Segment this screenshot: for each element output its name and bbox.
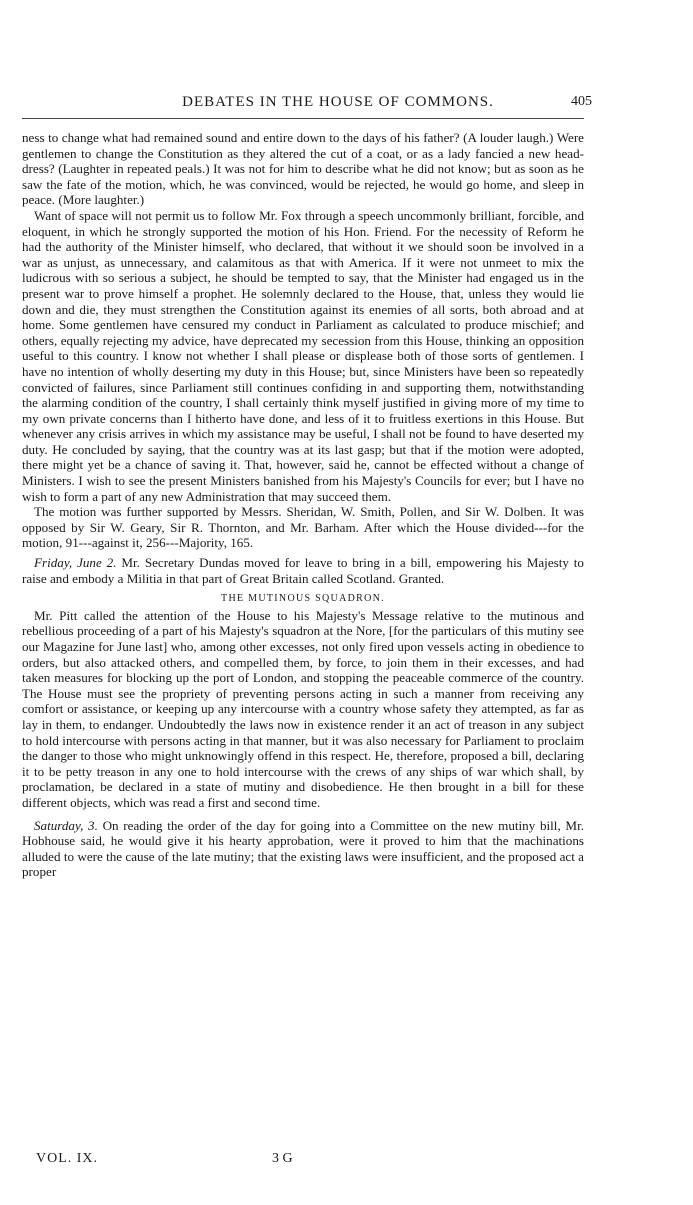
- running-head: DEBATES IN THE HOUSE OF COMMONS.: [182, 94, 494, 110]
- paragraph-fox-continuation: ness to change what had remained sound and entire down to the days of his father? (A louder laugh.) Were gentlemen to change the Constitution as they altered the cut of a coat, or as a lady fancied a new head-dress? (Laughter in repeated peals.) It was not for him to describe what he did not know; but as soon as he saw the fate of the motion, which, he was convinced, would be rejected, he would go home, and sleep in peace. (More laughter.): [22, 130, 584, 208]
- paragraph-mutiny-message: Mr. Pitt called the attention of the House to his Majesty's Message relative to the mutinous and rebellious proceeding of a part of his Majesty's squadron at the Nore, [for the particulars of this mutiny see our Magazine for June last] who, among other excesses, not only fired upon vessels acting in obedience to orders, but also attacked others, and compelled them, by force, to join them in their excesses, and had taken measures for blocking up the port of London, and stopping the peaceable commerce of the country. The House must see the propriety of preventing persons acting in such a manner from receiving any comfort or assistance, or keeping up any intercourse with a country whose safety they attempted, as far as lay in them, to endanger. Undoubtedly the laws now in existence render it an act of treason in any subject to hold intercourse with persons acting in that manner, but it was also necessary for Parliament to proclaim the danger to those who might unknowingly offend in this respect. He, therefore, proposed a bill, declaring it to be petty treason in any one to hold intercourse with the crews of any ships of war which shall, by proclamation, be declared in a state of mutiny and disobedience. He then brought in a bill for these different objects, which was read a first and second time.: [22, 607, 584, 810]
- paragraph-fox-speech: Want of space will not permit us to follow Mr. Fox through a speech uncommonly brilliant, forcible, and eloquent, in which he strongly supported the motion of his Hon. Friend. For the necessity of Reform he had the authority of the Minister himself, who declared, that without it we should soon be involved in a war as unjust, as unnecessary, and calamitous as that with America. If it were not unmeet to mix the ludicrous with so serious a subject, he should be tempted to say, that the Minister had engaged us in the present war to prove himself a prophet. He solemnly declared to the House, that, unless they would lie down and die, they must strengthen the Constitution against its enemies of all sorts, both abroad and at home. Some gentlemen have censured my conduct in Parliament as calculated to produce mischief; and others, equally rejecting my advice, have deprecated my secession from this House, thinking an opposition useful to this country. I know not whether I shall please or displease both of those sorts of gentlemen. I have no intention of wholly deserting my duty in this House; but, since Ministers have been so repeatedly convicted of failures, since Parliament still continues confiding in and supporting them, notwithstanding the alarming condition of the country, I shall certainly think myself justified in giving more of my time to my own private concerns than I hitherto have done, and less of it to fruitless exertions in this House. But whenever any crisis arrives in which my assistance may be useful, I shall not be found to have deserted my duty. He concluded by saying, that the country was at its last gasp; but that if the motion were adopted, there might yet be a chance of saving it. That, however, said he, cannot be effected without a change of Ministers. I wish to see the present Ministers banished from his Majesty's Councils for ever; but I have no wish to form a part of any new Administration that may succeed them.: [22, 207, 584, 504]
- section-heading: THE MUTINOUS SQUADRON.: [221, 593, 385, 605]
- page-header: [22, 92, 592, 119]
- paragraph-militia-text: Mr. Secretary Dundas moved for leave to bring in a bill, empowering his Majesty to raise and embody a Militia in that part of Great Britain called Scotland. Granted.: [22, 555, 584, 586]
- page-number: 405: [571, 94, 592, 109]
- paragraph-mutiny-bill: [22, 818, 584, 880]
- paragraph-mutiny-bill-text: On reading the order of the day for going into a Committee on the new mutiny bill, Mr. Hobhouse said, he would give it his hearty approbation, were it proved to him that the machinations alluded to were the cause of the late mutiny; that the existing laws were insufficient, and the proposed act a proper: [22, 817, 584, 880]
- date-saturday: Saturday, 3.: [34, 817, 98, 833]
- page-body: [22, 130, 584, 880]
- signature-mark: 3 G: [272, 1151, 293, 1166]
- volume-number: VOL. IX.: [36, 1151, 99, 1166]
- paragraph-militia: [22, 555, 584, 586]
- paragraph-division: The motion was further supported by Messrs. Sheridan, W. Smith, Pollen, and Sir W. Dolben. It was opposed by Sir W. Geary, Sir R. Thornton, and Mr. Barham. After which the House divided---for the motion, 91---against it, 256---Majority, 165.: [22, 504, 584, 551]
- date-friday: Friday, June 2.: [34, 555, 117, 571]
